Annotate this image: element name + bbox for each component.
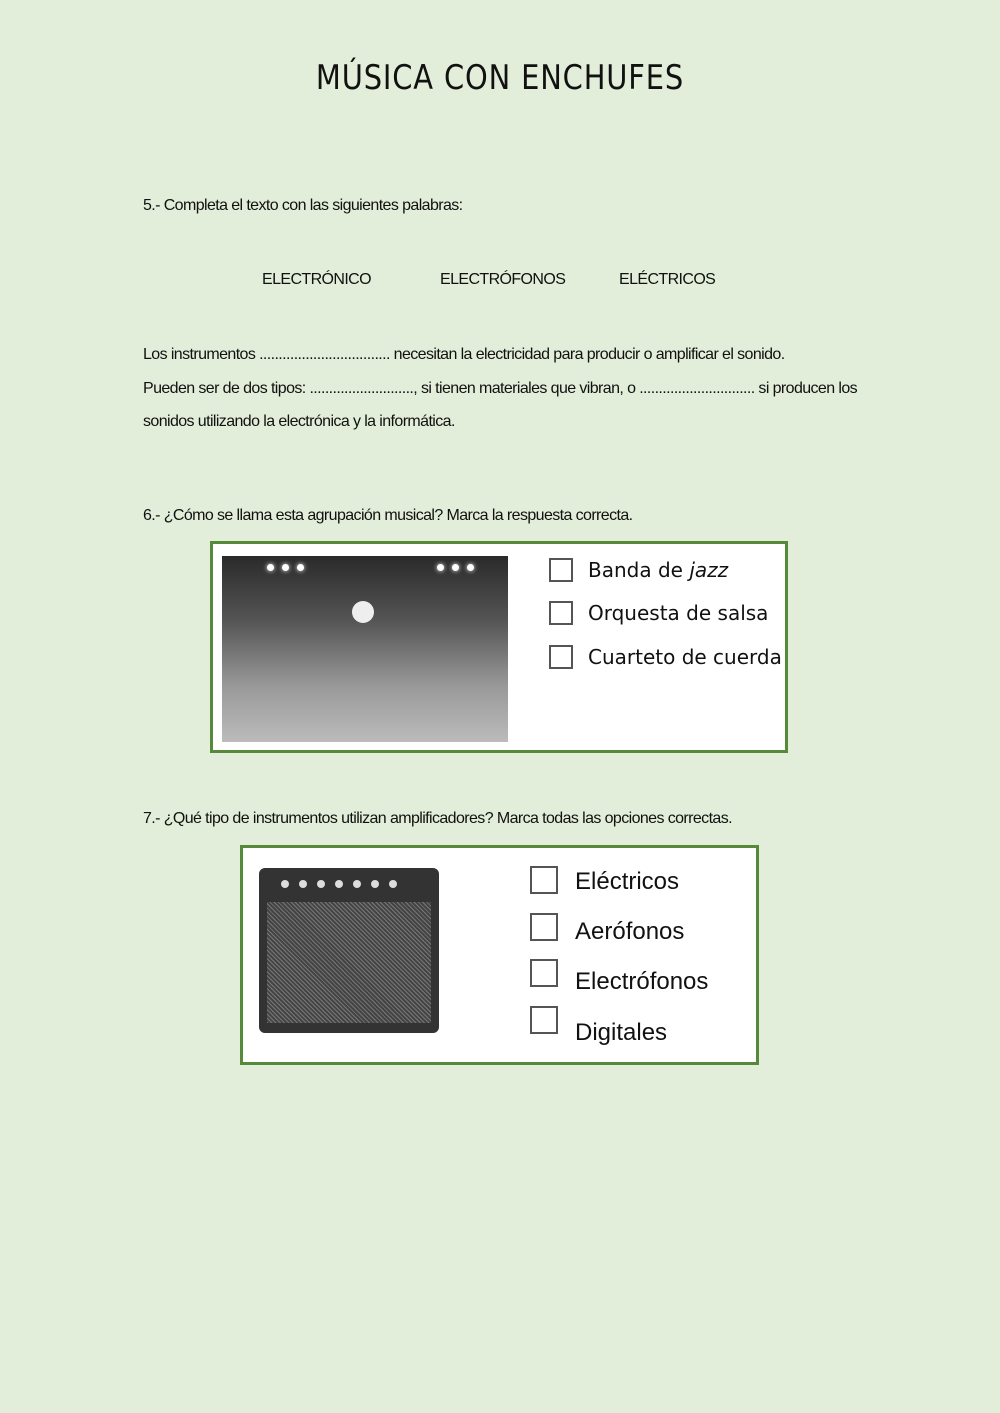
word-3: ELÉCTRICOS bbox=[619, 271, 716, 288]
option-checkbox[interactable] bbox=[530, 913, 558, 941]
option-checkbox[interactable] bbox=[530, 866, 558, 894]
q7-box bbox=[240, 845, 759, 1065]
option-checkbox[interactable] bbox=[530, 959, 558, 987]
word-1: ELECTRÓNICO bbox=[262, 271, 371, 288]
word-2: ELECTRÓFONOS bbox=[440, 271, 566, 288]
concert-illustration bbox=[222, 556, 508, 742]
option-label: Aerófonos bbox=[575, 918, 685, 945]
option-label: Banda de jazz bbox=[588, 558, 729, 582]
option-label: Orquesta de salsa bbox=[588, 601, 769, 625]
option-checkbox[interactable] bbox=[530, 1006, 558, 1034]
q5-prompt: 5.- Completa el texto con las siguientes palabras: bbox=[143, 197, 463, 214]
q6-box bbox=[210, 541, 788, 753]
q6-prompt: 6.- ¿Cómo se llama esta agrupación musical? Marca la respuesta correcta. bbox=[143, 507, 633, 524]
text-line-1: Los instrumentos .................................. necesitan la electricidad para producir o amplificar el sonido. bbox=[143, 346, 785, 363]
option-label: Cuarteto de cuerda bbox=[588, 645, 782, 669]
option-label: Eléctricos bbox=[575, 868, 680, 895]
page-title: MÚSICA CON ENCHUFES bbox=[315, 58, 685, 98]
option-checkbox[interactable] bbox=[549, 558, 573, 582]
amplifier-image bbox=[259, 868, 439, 1033]
option-checkbox[interactable] bbox=[549, 645, 573, 669]
q7-prompt: 7.- ¿Qué tipo de instrumentos utilizan amplificadores? Marca todas las opciones correctas. bbox=[143, 810, 732, 827]
text-line-3: sonidos utilizando la electrónica y la informática. bbox=[143, 413, 455, 430]
option-label: Digitales bbox=[575, 1019, 668, 1046]
text-line-2: Pueden ser de dos tipos: ..........................., si tienen materiales que vibran, o .............................. si producen los bbox=[143, 380, 858, 397]
option-checkbox[interactable] bbox=[549, 601, 573, 625]
option-label: Electrófonos bbox=[575, 968, 709, 995]
